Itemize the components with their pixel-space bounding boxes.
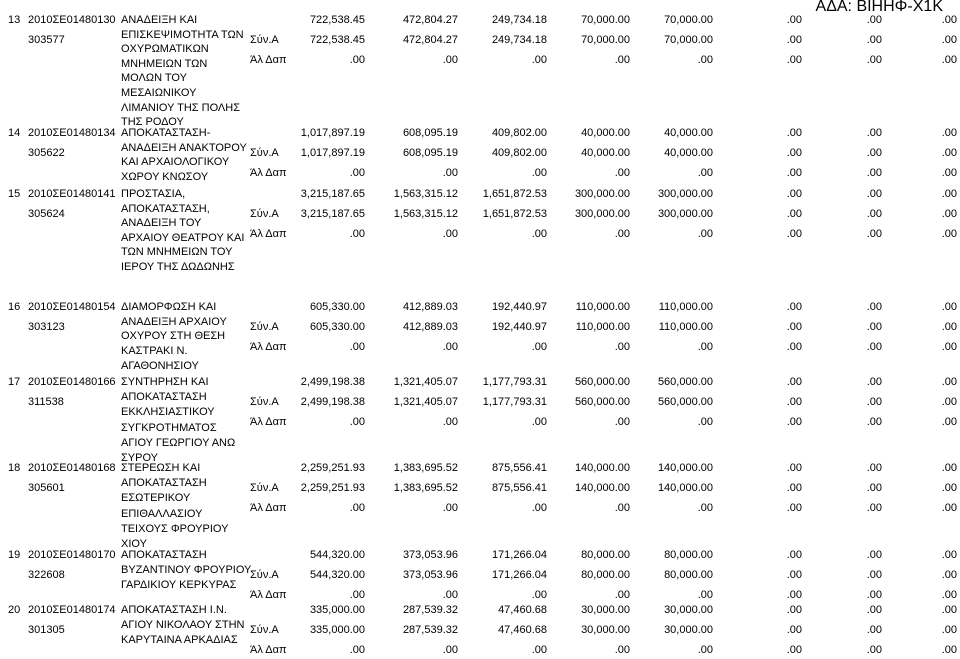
- amount-cell: .00: [442, 416, 458, 428]
- amount-cell: .00: [941, 376, 957, 388]
- amount-cell: .00: [941, 54, 957, 66]
- amount-cell: 300,000.00: [574, 188, 630, 200]
- amount-cell: .00: [614, 167, 630, 179]
- amount-cell: .00: [697, 167, 713, 179]
- amount-cell: .00: [531, 54, 547, 66]
- amount-cell: 409,802.00: [491, 147, 547, 159]
- project-subcode: 311538: [28, 396, 64, 408]
- amount-cell: 1,321,405.07: [393, 376, 458, 388]
- amount-cell: .00: [786, 624, 802, 636]
- project-title-line: ΑΝΑΔΕΙΞΗ ΑΝΑΚΤΟΡΟΥ: [121, 141, 247, 154]
- amount-cell: 2,499,198.38: [300, 376, 365, 388]
- amount-cell: .00: [786, 54, 802, 66]
- amount-cell: 140,000.00: [657, 462, 713, 474]
- amount-cell: .00: [941, 147, 957, 159]
- amount-cell: 249,734.18: [491, 34, 547, 46]
- amount-cell: 1,651,872.53: [482, 208, 547, 220]
- amount-cell: .00: [941, 167, 957, 179]
- amount-cell: 47,460.68: [498, 604, 547, 616]
- amount-cell: .00: [786, 147, 802, 159]
- project-title-line: ΜΝΗΜΕΙΩΝ ΤΩΝ: [121, 57, 208, 70]
- project-subcode: 303123: [28, 321, 65, 333]
- amount-cell: 300,000.00: [574, 208, 630, 220]
- amount-cell: .00: [866, 167, 882, 179]
- amount-cell: 472,804.27: [402, 14, 458, 26]
- amount-cell: .00: [866, 54, 882, 66]
- amount-cell: .00: [697, 228, 713, 240]
- amount-cell: 80,000.00: [664, 549, 713, 561]
- amount-cell: 70,000.00: [664, 34, 713, 46]
- amount-cell: .00: [786, 604, 802, 616]
- row-label-other: Άλ Δαπ: [250, 644, 287, 656]
- amount-cell: .00: [531, 228, 547, 240]
- amount-cell: .00: [866, 644, 882, 656]
- amount-cell: .00: [442, 167, 458, 179]
- project-title-line: ΕΚΚΛΗΣΙΑΣΤΙΚΟΥ: [121, 406, 215, 419]
- amount-cell: 40,000.00: [664, 127, 713, 139]
- amount-cell: .00: [866, 396, 882, 408]
- amount-cell: .00: [614, 644, 630, 656]
- project-title-line: ΠΡΟΣΤΑΣΙΑ,: [121, 188, 186, 200]
- amount-cell: 1,017,897.19: [300, 147, 365, 159]
- project-number: 19: [8, 549, 21, 561]
- amount-cell: .00: [614, 341, 630, 353]
- amount-cell: .00: [866, 589, 882, 601]
- amount-cell: 373,053.96: [402, 569, 458, 581]
- amount-cell: 1,563,315.12: [393, 188, 458, 200]
- amount-cell: .00: [531, 502, 547, 514]
- amount-cell: .00: [786, 569, 802, 581]
- project-title-line: ΑΠΟΚΑΤΑΣΤΑΣΗ: [121, 477, 207, 490]
- project-code: 2010ΣΕ01480166: [28, 376, 116, 388]
- amount-cell: .00: [697, 341, 713, 353]
- amount-cell: .00: [866, 376, 882, 388]
- row-label-other: Άλ Δαπ: [250, 341, 287, 353]
- amount-cell: .00: [531, 589, 547, 601]
- amount-cell: .00: [941, 396, 957, 408]
- project-number: 13: [8, 14, 21, 26]
- amount-cell: 560,000.00: [574, 376, 630, 388]
- amount-cell: 409,802.00: [491, 127, 547, 139]
- project-title-line: ΤΗΣ ΡΟΔΟΥ: [121, 116, 184, 129]
- amount-cell: .00: [786, 188, 802, 200]
- project-title-line: ΕΣΩΤΕΡΙΚΟΥ: [121, 492, 191, 505]
- project-title-line: ΑΠΟΚΑΤΑΣΤΑΣΗ Ι.Ν.: [121, 604, 227, 616]
- amount-cell: .00: [866, 14, 882, 26]
- row-label-sum: Σύν.Α: [250, 34, 279, 46]
- amount-cell: 373,053.96: [402, 549, 458, 561]
- project-subcode: 305622: [28, 147, 65, 159]
- amount-cell: .00: [786, 549, 802, 561]
- project-number: 15: [8, 188, 21, 200]
- amount-cell: .00: [349, 644, 365, 656]
- project-number: 16: [8, 301, 21, 313]
- amount-cell: .00: [941, 624, 957, 636]
- amount-cell: 110,000.00: [575, 321, 630, 333]
- project-number: 18: [8, 462, 21, 474]
- amount-cell: .00: [786, 341, 802, 353]
- project-title-line: ΚΑΡΥΤΑΙΝΑ ΑΡΚΑΔΙΑΣ: [121, 634, 238, 646]
- project-number: 20: [8, 604, 21, 616]
- amount-cell: .00: [866, 34, 882, 46]
- amount-cell: .00: [941, 604, 957, 616]
- amount-cell: .00: [941, 462, 957, 474]
- row-label-other: Άλ Δαπ: [250, 416, 287, 428]
- amount-cell: .00: [442, 228, 458, 240]
- row-label-sum: Σύν.Α: [250, 321, 279, 333]
- amount-cell: 40,000.00: [581, 147, 630, 159]
- project-title-line: ΚΑΣΤΡΑΚΙ Ν.: [121, 345, 188, 358]
- project-title-line: ΒΥΖΑΝΤΙΝΟΥ ΦΡΟΥΡΙΟΥ: [121, 564, 252, 576]
- amount-cell: .00: [941, 301, 957, 313]
- amount-cell: .00: [442, 644, 458, 656]
- amount-cell: .00: [866, 341, 882, 353]
- amount-cell: 80,000.00: [664, 569, 713, 581]
- amount-cell: .00: [941, 34, 957, 46]
- amount-cell: .00: [786, 208, 802, 220]
- amount-cell: .00: [866, 127, 882, 139]
- amount-cell: .00: [786, 416, 802, 428]
- amount-cell: .00: [941, 482, 957, 494]
- amount-cell: 1,651,872.53: [482, 188, 547, 200]
- amount-cell: .00: [786, 228, 802, 240]
- amount-cell: .00: [697, 589, 713, 601]
- amount-cell: .00: [866, 416, 882, 428]
- project-title-line: ΜΟΛΩΝ ΤΟΥ: [121, 72, 187, 85]
- amount-cell: 110,000.00: [658, 301, 713, 313]
- amount-cell: .00: [786, 462, 802, 474]
- row-label-sum: Σύν.Α: [250, 569, 279, 581]
- amount-cell: 171,266.04: [491, 569, 547, 581]
- amount-cell: .00: [941, 502, 957, 514]
- project-code: 2010ΣΕ01480154: [28, 301, 116, 313]
- amount-cell: .00: [786, 644, 802, 656]
- amount-cell: .00: [866, 502, 882, 514]
- amount-cell: .00: [786, 127, 802, 139]
- project-title-line: ΑΝΑΔΕΙΞΗ ΑΡΧΑΙΟΥ: [121, 315, 227, 328]
- amount-cell: .00: [866, 228, 882, 240]
- amount-cell: .00: [786, 321, 802, 333]
- amount-cell: 3,215,187.65: [300, 208, 365, 220]
- amount-cell: .00: [614, 502, 630, 514]
- project-title-line: ΑΠΟΚΑΤΑΣΤΑΣΗ-: [121, 127, 211, 139]
- amount-cell: .00: [941, 208, 957, 220]
- amount-cell: 140,000.00: [574, 482, 630, 494]
- project-subcode: 305624: [28, 208, 65, 220]
- amount-cell: 608,095.19: [402, 127, 458, 139]
- amount-cell: .00: [531, 644, 547, 656]
- row-label-sum: Σύν.Α: [250, 482, 279, 494]
- project-title-line: ΟΧΥΡΟΥ ΣΤΗ ΘΕΣΗ: [121, 330, 226, 343]
- amount-cell: 875,556.41: [491, 482, 547, 494]
- project-title-line: ΕΠΙΘΑΛΛΑΣΙΟΥ: [121, 507, 203, 520]
- project-title-line: ΑΠΟΚΑΤΑΣΤΑΣΗ: [121, 391, 207, 404]
- project-title-line: ΣΥΓΚΡΟΤΗΜΑΤΟΣ: [121, 421, 217, 434]
- amount-cell: 249,734.18: [491, 14, 547, 26]
- amount-cell: 722,538.45: [309, 14, 365, 26]
- project-title-line: ΣΥΡΟΥ: [121, 452, 159, 464]
- project-subcode: 305601: [28, 482, 65, 494]
- project-title-line: ΑΓΑΘΟΝΗΣΙΟΥ: [121, 359, 199, 372]
- amount-cell: .00: [614, 228, 630, 240]
- project-code: 2010ΣΕ01480130: [28, 14, 116, 26]
- amount-cell: .00: [866, 208, 882, 220]
- project-title-line: ΑΠΟΚΑΤΑΣΤΑΣΗ: [121, 549, 207, 561]
- amount-cell: .00: [786, 14, 802, 26]
- amount-cell: .00: [866, 321, 882, 333]
- amount-cell: 560,000.00: [657, 376, 713, 388]
- amount-cell: .00: [531, 341, 547, 353]
- amount-cell: 110,000.00: [658, 321, 713, 333]
- amount-cell: 1,383,695.52: [393, 482, 458, 494]
- amount-cell: 300,000.00: [657, 188, 713, 200]
- amount-cell: 412,889.03: [402, 321, 458, 333]
- amount-cell: 2,259,251.93: [300, 462, 365, 474]
- project-code: 2010ΣΕ01480170: [28, 549, 116, 561]
- amount-cell: .00: [866, 147, 882, 159]
- project-title-line: ΤΕΙΧΟΥΣ ΦΡΟΥΡΙΟΥ: [121, 522, 229, 535]
- amount-cell: .00: [941, 341, 957, 353]
- amount-cell: 544,320.00: [309, 549, 365, 561]
- amount-cell: .00: [941, 127, 957, 139]
- project-title-line: ΑΠΟΚΑΤΑΣΤΑΣΗ,: [121, 202, 210, 215]
- amount-cell: .00: [941, 549, 957, 561]
- amount-cell: 472,804.27: [402, 34, 458, 46]
- amount-cell: 80,000.00: [581, 549, 630, 561]
- amount-cell: 1,177,793.31: [482, 376, 547, 388]
- amount-cell: 192,440.97: [491, 301, 547, 313]
- amount-cell: 2,499,198.38: [300, 396, 365, 408]
- amount-cell: 30,000.00: [664, 604, 713, 616]
- project-title-line: ΑΡΧΑΙΟΥ ΘΕΑΤΡΟΥ ΚΑΙ: [121, 231, 245, 244]
- project-title-line: ΑΝΑΔΕΙΞΗ ΚΑΙ: [121, 14, 198, 26]
- amount-cell: .00: [614, 589, 630, 601]
- project-title-line: ΟΧΥΡΩΜΑΤΙΚΩΝ: [121, 43, 209, 56]
- amount-cell: 287,539.32: [402, 624, 458, 636]
- amount-cell: .00: [941, 321, 957, 333]
- amount-cell: .00: [786, 589, 802, 601]
- amount-cell: 335,000.00: [309, 604, 365, 616]
- amount-cell: .00: [349, 228, 365, 240]
- amount-cell: 30,000.00: [581, 624, 630, 636]
- amount-cell: 40,000.00: [581, 127, 630, 139]
- amount-cell: 1,563,315.12: [393, 208, 458, 220]
- amount-cell: 605,330.00: [309, 301, 365, 313]
- amount-cell: 40,000.00: [664, 147, 713, 159]
- project-title-line: ΜΕΣΑΙΩΝΙΚΟΥ: [121, 87, 197, 99]
- amount-cell: 30,000.00: [664, 624, 713, 636]
- row-label-sum: Σύν.Α: [250, 624, 279, 636]
- amount-cell: .00: [786, 34, 802, 46]
- row-label-other: Άλ Δαπ: [250, 502, 287, 514]
- amount-cell: 560,000.00: [657, 396, 713, 408]
- amount-cell: .00: [697, 502, 713, 514]
- project-code: 2010ΣΕ01480174: [28, 604, 116, 616]
- amount-cell: 875,556.41: [491, 462, 547, 474]
- amount-cell: 1,177,793.31: [482, 396, 547, 408]
- amount-cell: .00: [442, 589, 458, 601]
- project-title-line: ΑΓΙΟΥ ΝΙΚΟΛΑΟΥ ΣΤΗΝ: [121, 619, 245, 631]
- amount-cell: 70,000.00: [664, 14, 713, 26]
- project-title-line: ΔΙΑΜΟΡΦΩΣΗ ΚΑΙ: [121, 301, 217, 313]
- amount-cell: .00: [866, 604, 882, 616]
- row-label-sum: Σύν.Α: [250, 396, 279, 408]
- amount-cell: .00: [442, 341, 458, 353]
- amount-cell: 80,000.00: [581, 569, 630, 581]
- amount-cell: 412,889.03: [402, 301, 458, 313]
- amount-cell: 544,320.00: [309, 569, 365, 581]
- amount-cell: 300,000.00: [657, 208, 713, 220]
- project-title-line: ΕΠΙΣΚΕΨΙΜΟΤΗΤΑ ΤΩΝ: [121, 28, 244, 41]
- project-title-line: ΑΝΑΔΕΙΞΗ ΤΟΥ: [121, 217, 202, 230]
- amount-cell: 110,000.00: [575, 301, 630, 313]
- amount-cell: .00: [349, 589, 365, 601]
- row-label-other: Άλ Δαπ: [250, 589, 287, 601]
- amount-cell: .00: [866, 188, 882, 200]
- amount-cell: .00: [531, 416, 547, 428]
- amount-cell: .00: [941, 228, 957, 240]
- project-title-line: ΣΥΝΤΗΡΗΣΗ ΚΑΙ: [121, 376, 209, 388]
- project-title-line: ΛΙΜΑΝΙΟΥ ΤΗΣ ΠΟΛΗΣ: [121, 101, 241, 114]
- amount-cell: .00: [941, 589, 957, 601]
- amount-cell: .00: [786, 167, 802, 179]
- project-number: 17: [8, 376, 21, 388]
- project-title-line: ΧΙΟΥ: [121, 538, 147, 550]
- amount-cell: .00: [697, 54, 713, 66]
- amount-cell: .00: [786, 482, 802, 494]
- amount-cell: .00: [866, 482, 882, 494]
- amount-cell: 3,215,187.65: [300, 188, 365, 200]
- amount-cell: .00: [614, 54, 630, 66]
- project-title-line: ΚΑΙ ΑΡΧΑΙΟΛΟΓΙΚΟΥ: [121, 156, 230, 169]
- row-label-other: Άλ Δαπ: [250, 228, 287, 240]
- project-title-line: ΓΑΡΔΙΚΙΟΥ ΚΕΡΚΥΡΑΣ: [121, 579, 237, 591]
- amount-cell: .00: [866, 462, 882, 474]
- project-title-line: ΧΩΡΟΥ ΚΝΩΣΟΥ: [121, 170, 209, 183]
- amount-cell: 70,000.00: [581, 14, 630, 26]
- amount-cell: 560,000.00: [574, 396, 630, 408]
- project-title-line: ΑΓΙΟΥ ΓΕΩΡΓΙΟΥ ΑΝΩ: [121, 436, 236, 449]
- amount-cell: .00: [614, 416, 630, 428]
- row-label-other: Άλ Δαπ: [250, 167, 287, 179]
- row-label-sum: Σύν.Α: [250, 147, 279, 159]
- amount-cell: .00: [941, 188, 957, 200]
- amount-cell: .00: [866, 569, 882, 581]
- amount-cell: 722,538.45: [309, 34, 365, 46]
- amount-cell: .00: [697, 644, 713, 656]
- amount-cell: 140,000.00: [574, 462, 630, 474]
- project-code: 2010ΣΕ01480168: [28, 462, 116, 474]
- amount-cell: .00: [786, 396, 802, 408]
- amount-cell: 70,000.00: [581, 34, 630, 46]
- amount-cell: .00: [941, 14, 957, 26]
- project-number: 14: [8, 127, 21, 139]
- amount-cell: .00: [349, 341, 365, 353]
- project-title-line: ΙΕΡΟΥ ΤΗΣ ΔΩΔΩΝΗΣ: [121, 261, 235, 273]
- amount-cell: .00: [349, 54, 365, 66]
- amount-cell: 335,000.00: [309, 624, 365, 636]
- amount-cell: 608,095.19: [402, 147, 458, 159]
- amount-cell: .00: [697, 416, 713, 428]
- amount-cell: 192,440.97: [491, 321, 547, 333]
- amount-cell: .00: [941, 416, 957, 428]
- amount-cell: 2,259,251.93: [300, 482, 365, 494]
- project-subcode: 303577: [28, 34, 65, 46]
- project-title-line: ΣΤΕΡΕΩΣΗ ΚΑΙ: [121, 462, 201, 474]
- project-code: 2010ΣΕ01480134: [28, 127, 116, 139]
- amount-cell: 140,000.00: [657, 482, 713, 494]
- amount-cell: .00: [786, 502, 802, 514]
- amount-cell: .00: [349, 167, 365, 179]
- amount-cell: 1,383,695.52: [393, 462, 458, 474]
- amount-cell: .00: [866, 624, 882, 636]
- project-subcode: 301305: [28, 624, 65, 636]
- amount-cell: .00: [786, 301, 802, 313]
- amount-cell: 1,017,897.19: [300, 127, 365, 139]
- amount-cell: .00: [531, 167, 547, 179]
- amount-cell: .00: [941, 569, 957, 581]
- amount-cell: 30,000.00: [581, 604, 630, 616]
- amount-cell: .00: [941, 644, 957, 656]
- row-label-other: Άλ Δαπ: [250, 54, 287, 66]
- amount-cell: .00: [786, 376, 802, 388]
- amount-cell: .00: [442, 54, 458, 66]
- document-code: ΑΔΑ: ΒΙΗΗΦ-Χ1Κ: [815, 0, 943, 15]
- amount-cell: .00: [866, 301, 882, 313]
- amount-cell: .00: [866, 549, 882, 561]
- project-code: 2010ΣΕ01480141: [28, 188, 116, 200]
- amount-cell: 171,266.04: [491, 549, 547, 561]
- amount-cell: 47,460.68: [498, 624, 547, 636]
- amount-cell: 605,330.00: [309, 321, 365, 333]
- project-subcode: 322608: [28, 569, 65, 581]
- amount-cell: .00: [349, 416, 365, 428]
- amount-cell: .00: [349, 502, 365, 514]
- amount-cell: 1,321,405.07: [393, 396, 458, 408]
- project-title-line: ΤΩΝ ΜΝΗΜΕΙΩΝ ΤΟΥ: [121, 246, 233, 259]
- amount-cell: 287,539.32: [402, 604, 458, 616]
- row-label-sum: Σύν.Α: [250, 208, 279, 220]
- amount-cell: .00: [442, 502, 458, 514]
